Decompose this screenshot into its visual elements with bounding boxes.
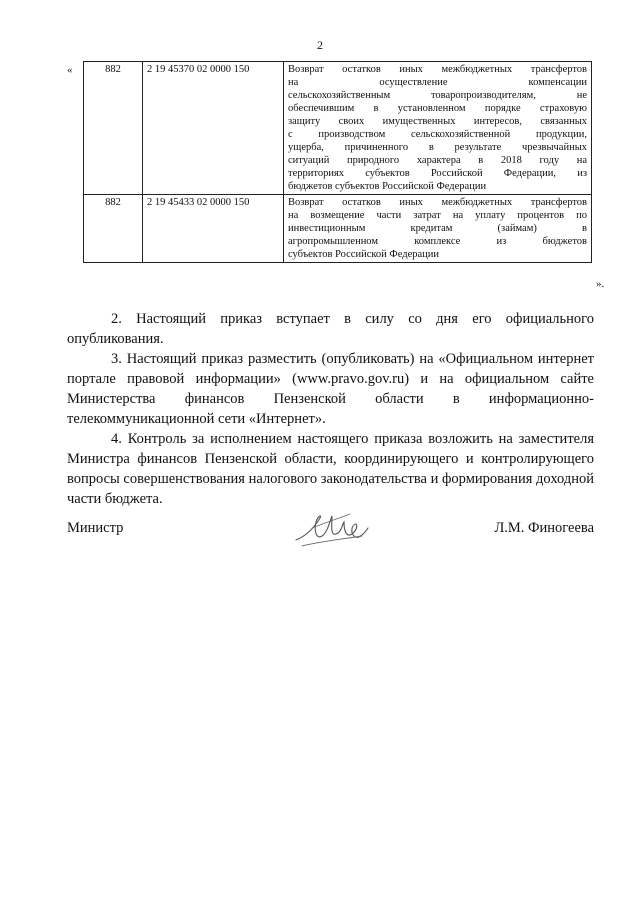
clause-2: 2. Настоящий приказ вступает в силу со дня его официального опубликования.: [67, 311, 594, 347]
income-name-line: ущерба, причиненного в результате чрезвычайных: [288, 142, 587, 153]
table-close-quote: ».: [596, 278, 605, 290]
income-name-line: с производством сельскохозяйственной продукции,: [288, 129, 587, 140]
table-open-quote: «: [67, 64, 73, 76]
income-name-line: инвестиционным кредитам (займам) в: [288, 223, 587, 234]
page-number: 2: [317, 38, 323, 52]
order-clauses: [67, 309, 594, 509]
income-name-cell: [284, 62, 592, 195]
handwritten-signature: [292, 506, 372, 554]
budget-code-cell: 2 19 45433 02 0000 150: [143, 195, 284, 263]
income-name-line: сельскохозяйственным товаропроизводителям, не: [288, 90, 587, 101]
income-name-line: ситуаций природного характера в 2018 году на: [288, 155, 587, 166]
table-row: [84, 195, 592, 263]
income-name-line: агропромышленном комплексе из бюджетов: [288, 236, 587, 247]
income-name-line: на осуществление компенсации: [288, 77, 587, 88]
income-name-line: обеспечившим в установленном порядке страховую: [288, 103, 587, 114]
admin-code-cell: 882: [84, 62, 143, 195]
income-name-line: Возврат остатков иных межбюджетных трансфертов: [288, 197, 587, 208]
income-name-line: защиту своих имущественных интересов, связанных: [288, 116, 587, 127]
clause-4: 4. Контроль за исполнением настоящего приказа возложить на заместителя Министра финансов Пензенской области, координирующего и контролирующего вопросы совершенствования налогового законодательства и формирования доходной части бюджета.: [67, 431, 594, 507]
signer-title: Министр: [67, 520, 124, 536]
budget-code-cell: 2 19 45370 02 0000 150: [143, 62, 284, 195]
table-row: [84, 62, 592, 195]
admin-code-cell: 882: [84, 195, 143, 263]
budget-codes-table: [83, 61, 592, 263]
income-name-line: бюджетов субъектов Российской Федерации: [288, 181, 487, 192]
income-name-line: Возврат остатков иных межбюджетных трансфертов: [288, 64, 587, 75]
income-name-line: территориях субъектов Российской Федерации, из: [288, 168, 587, 179]
signer-name: Л.М. Финогеева: [494, 520, 594, 536]
signature-block: [67, 516, 594, 556]
clause-3: 3. Настоящий приказ разместить (опубликовать) на «Официальном интернет портале правовой информации» (www.pravo.gov.ru) и на официальном сайте Министерства финансов Пензенской области в информационно-телекоммуникационной сети «Интернет».: [67, 351, 594, 427]
income-name-line: субъектов Российской Федерации: [288, 249, 440, 260]
income-name-cell: [284, 195, 592, 263]
income-name-line: на возмещение части затрат на уплату процентов по: [288, 210, 587, 221]
